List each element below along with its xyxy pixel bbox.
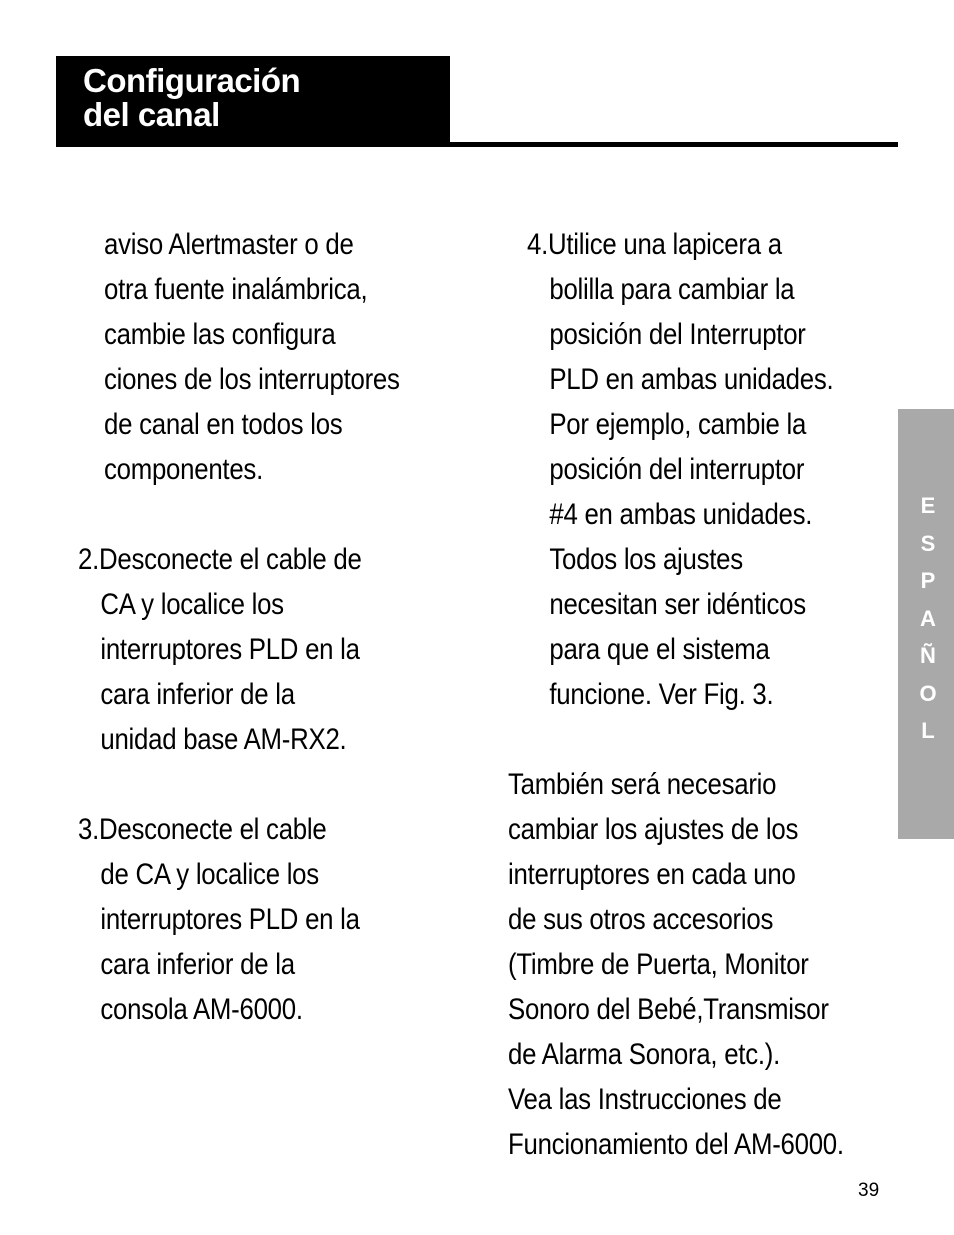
text-line: interruptores PLD en la xyxy=(100,903,360,936)
text-line: de sus otros accesorios xyxy=(508,903,774,936)
text-line: posición del Interruptor xyxy=(549,318,806,351)
text-line: posición del interruptor xyxy=(549,453,805,486)
text-line: Por ejemplo, cambie la xyxy=(549,408,807,441)
text-line: interruptores en cada uno xyxy=(508,858,796,891)
text-line: Funcionamiento del AM-6000. xyxy=(508,1128,844,1161)
text-line: (Timbre de Puerta, Monitor xyxy=(508,948,809,981)
text-line: consola AM-6000. xyxy=(100,993,303,1026)
text-line: necesitan ser idénticos xyxy=(549,588,806,621)
left-continuation-paragraph xyxy=(104,222,400,492)
text-line: 3.Desconecte el cable xyxy=(78,813,327,846)
language-tab-letter: A xyxy=(920,605,936,631)
language-tab-letter: P xyxy=(920,568,936,593)
header-rule xyxy=(450,142,898,147)
section-header xyxy=(56,56,450,147)
text-line: 2.Desconecte el cable de xyxy=(78,543,362,576)
text-line: Todos los ajustes xyxy=(549,543,743,576)
text-line: cara inferior de la xyxy=(100,678,295,711)
section-title-line2: del canal xyxy=(83,96,220,133)
text-line: de CA y localice los xyxy=(100,858,319,891)
note-paragraph xyxy=(508,762,844,1167)
section-title-line1: Configuración xyxy=(83,62,301,99)
text-line: otra fuente inalámbrica, xyxy=(104,273,368,306)
text-line: interruptores PLD en la xyxy=(100,633,360,666)
step-3-paragraph xyxy=(78,807,360,1032)
language-tab-letter: Ñ xyxy=(920,643,936,668)
step-4-paragraph xyxy=(527,222,833,717)
text-line: 4.Utilice una lapicera a xyxy=(527,228,782,261)
text-line: bolilla para cambiar la xyxy=(549,273,795,306)
text-line: PLD en ambas unidades. xyxy=(549,363,834,396)
text-line: cambiar los ajustes de los xyxy=(508,813,799,846)
text-line: para que el sistema xyxy=(549,633,770,666)
text-line: CA y localice los xyxy=(100,588,284,621)
text-line: de canal en todos los xyxy=(104,408,343,441)
text-line: ciones de los interruptores xyxy=(104,363,400,396)
text-line: #4 en ambas unidades. xyxy=(549,498,813,531)
text-line: cara inferior de la xyxy=(100,948,295,981)
text-line: Vea las Instrucciones de xyxy=(508,1083,782,1116)
language-tab-letter: L xyxy=(921,718,935,743)
text-line: unidad base AM-RX2. xyxy=(100,723,347,756)
text-line: de Alarma Sonora, etc.). xyxy=(508,1038,781,1071)
section-title xyxy=(83,64,300,132)
page-number: 39 xyxy=(858,1180,880,1201)
text-line: Sonoro del Bebé,Transmisor xyxy=(508,993,829,1026)
text-line: componentes. xyxy=(104,453,263,486)
language-tab-letter: S xyxy=(920,530,936,556)
language-tab xyxy=(898,409,954,839)
text-line: cambie las configura xyxy=(104,318,336,351)
step-2-paragraph xyxy=(78,537,362,762)
text-line: También será necesario xyxy=(508,768,777,801)
language-tab-letter: E xyxy=(920,493,936,518)
text-line: aviso Alertmaster o de xyxy=(104,228,354,261)
language-tab-letter: O xyxy=(919,680,937,706)
text-line: funcione. Ver Fig. 3. xyxy=(549,678,774,711)
language-tab-label xyxy=(898,487,954,750)
